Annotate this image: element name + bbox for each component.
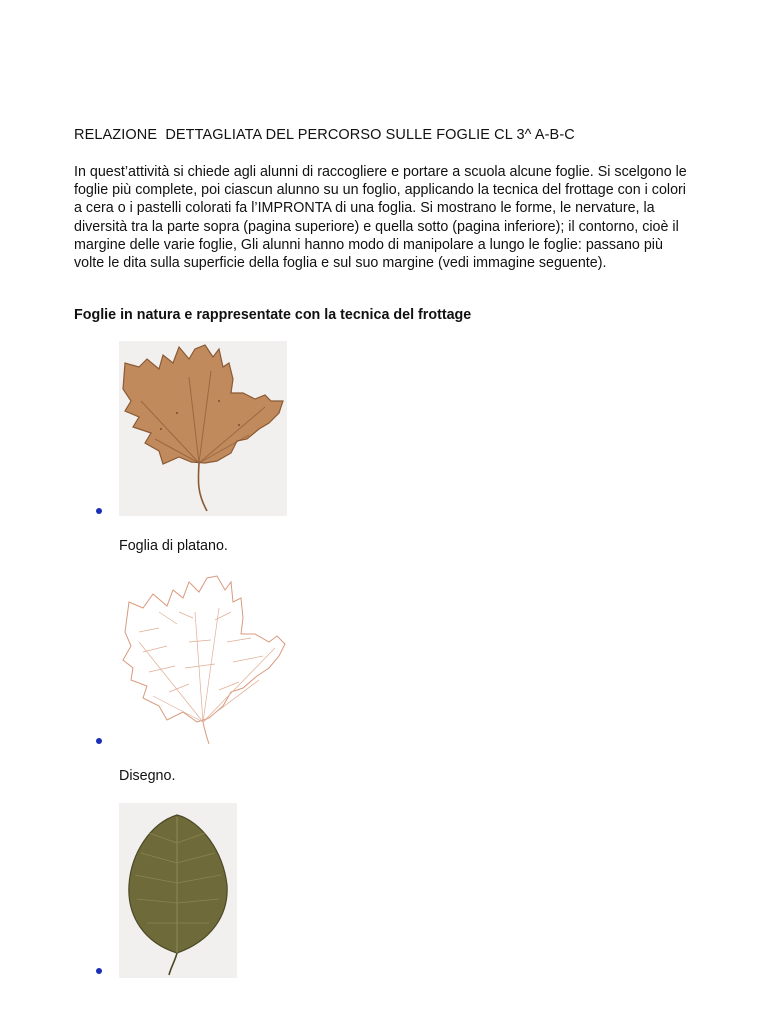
section-subheading: Foglie in natura e rappresentate con la tecnica del frottage: [74, 307, 472, 323]
oval-leaf-image: [119, 803, 237, 978]
list-bullet: [96, 738, 102, 744]
intro-paragraph: In quest’attività si chiede agli alunni di raccogliere e portare a scuola alcune foglie. Si scelgono le foglie più complete, poi ciascun alunno su un foglio, applicando la tecnica del frottage con i colori a cera o i pastelli colorati fa l’IMPRONTA di una foglia. Si mostrano le forme, le nervature, la diversità tra la parte sopra (pagina superiore) e quella sotto (pagina inferiore); il contorno, cioè il margine delle varie foglie, Gli alunni hanno modo di manipolare a lungo le foglie: passano più volte le dita sulla superficie della foglia e sul suo margine (vedi immagine seguente).: [74, 164, 687, 272]
image-caption: Foglia di platano.: [119, 538, 228, 554]
image-caption: Disegno.: [119, 768, 176, 784]
maple-leaf-image: [119, 341, 287, 516]
list-bullet: [96, 968, 102, 974]
list-bullet: [96, 508, 102, 514]
frottage-drawing-image: [119, 572, 287, 747]
document-title: RELAZIONE DETTAGLIATA DEL PERCORSO SULLE FOGLIE CL 3^ A-B-C: [74, 127, 575, 143]
